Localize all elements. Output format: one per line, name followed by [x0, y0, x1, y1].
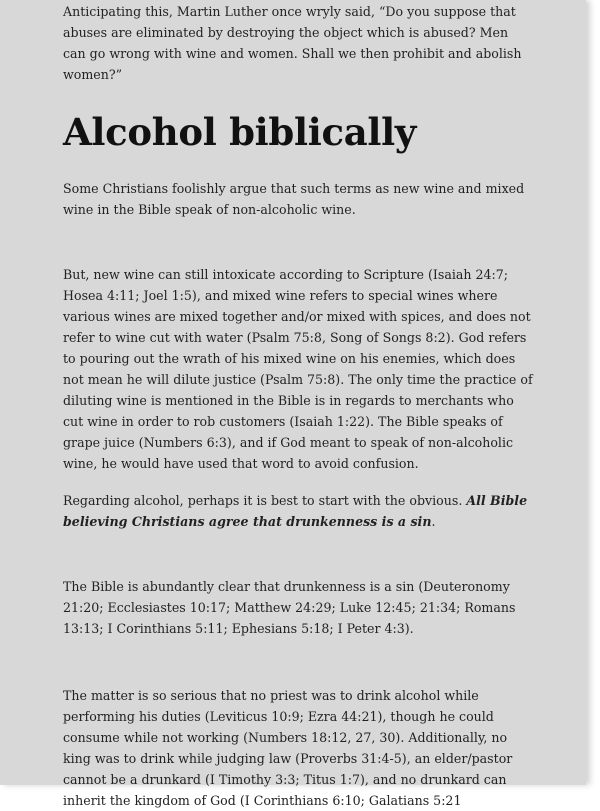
- paragraph-priest-king: The matter is so serious that no priest was to drink alcohol while performing his duties (Leviticus 10:9; Ezra 44:21), though he could consume while not working (Numbers 18:12, 27, 30). Additionally, no king was to drink while judging law (Proverbs 31:4-5), an elder/pastor cannot be a drunkard (I Timothy 3:3; Titus 1:7), and no drunkard can inherit the kingdom of God (I Corinthians 6:10; Galatians 5:21: [63, 688, 513, 808]
- paragraph-regarding-alcohol: [63, 490, 533, 532]
- paragraph-end-text: .: [431, 514, 436, 529]
- emphasis-text: All Bible believing Christians agree that drunkenness is a sin: [63, 493, 528, 529]
- paragraph-intoxicate-scripture: But, new wine can still intoxicate according to Scripture (Isaiah 24:7; Hosea 4:11; Joel 1:5), and mixed wine refers to special wines where various wines are mixed together and/or mixed with spices, and does not refer to wine cut with water (Psalm 75:8, Song of Songs 8:2). God refers to pouring out the wrath of his mixed wine on his enemies, which does not mean he will dilute justice (Psalm 75:8). The only time the practice of diluting wine is mentioned in the Bible is in regards to merchants who cut wine in order to rob customers (Isaiah 1:22). The Bible speaks of grape juice (Numbers 6:3), and if God meant to speak of non-alcoholic wine, he would have used that word to avoid confusion.: [63, 267, 533, 471]
- paragraph-new-wine-argument: Some Christians foolishly argue that such terms as new wine and mixed wine in the Bible speak of non-alcoholic wine.: [63, 181, 525, 217]
- paragraph-drunkenness-sin: The Bible is abundantly clear that drunkenness is a sin (Deuteronomy 21:20; Ecclesiastes 10:17; Matthew 24:29; Luke 12:45; 21:34; Romans 13:13; I Corinthians 5:11; Ephesians 5:18; I Peter 4:3).: [63, 579, 516, 636]
- intro-paragraph: Anticipating this, Martin Luther once wryly said, “Do you suppose that abuses are eliminated by destroying the object which is abused? Men can go wrong with wine and women. Shall we then prohibit and abolish women?”: [63, 4, 522, 82]
- section-heading: Alcohol biblically: [63, 110, 417, 154]
- paragraph-lead-text: Regarding alcohol, perhaps it is best to start with the obvious.: [63, 493, 467, 508]
